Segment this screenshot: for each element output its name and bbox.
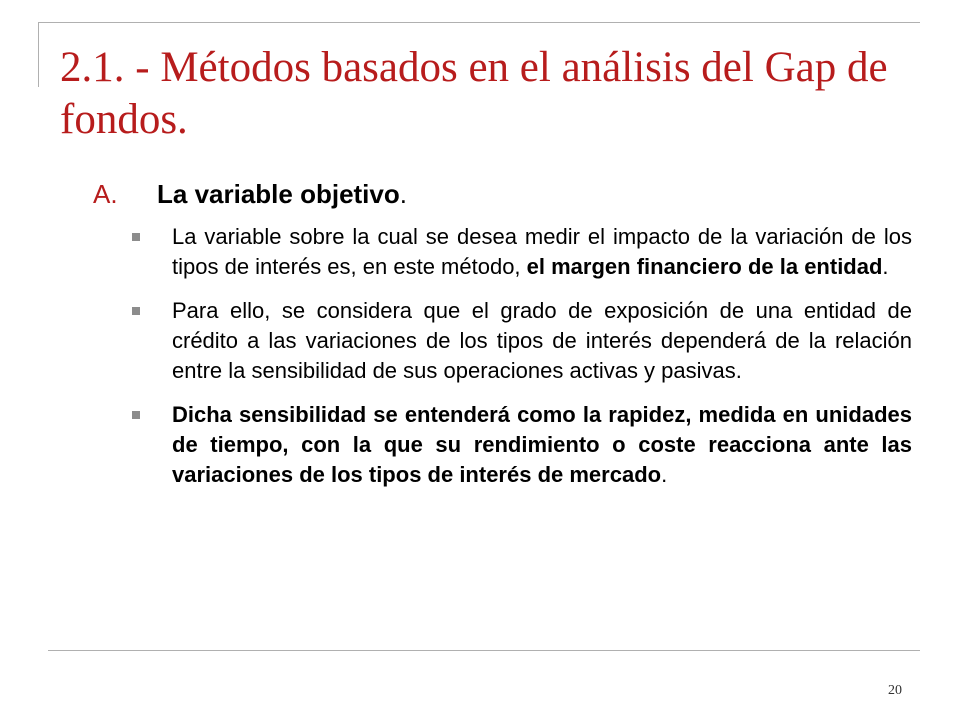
bullet-list	[172, 222, 912, 504]
left-rule	[38, 22, 39, 87]
bottom-rule	[48, 650, 920, 651]
bullet-trailing: .	[882, 254, 889, 279]
bullet-item	[172, 222, 912, 282]
bullet-item	[172, 296, 912, 386]
square-bullet-icon	[132, 233, 140, 241]
subheading-trailing: .	[399, 179, 407, 209]
bullet-bold-text: el margen financiero de la entidad	[526, 254, 883, 279]
bullet-item	[172, 400, 912, 490]
subheading	[93, 178, 407, 210]
bullet-text: La variable sobre la cual se desea medir el impacto de la variación de los tipos de interés es, en este método,	[172, 224, 912, 279]
bullet-text: Para ello, se considera que el grado de exposición de una entidad de crédito a las variaciones de los tipos de interés dependerá de la relación entre la sensibilidad de sus operaciones activas y pasivas.	[172, 298, 912, 383]
square-bullet-icon	[132, 307, 140, 315]
bullet-bold-text: Dicha sensibilidad se entenderá como la rapidez, medida en unidades de tiempo, con la que su rendimiento o coste reacciona ante las variaciones de los tipos de interés de mercado	[172, 402, 912, 487]
slide-title: 2.1. - Métodos basados en el análisis del Gap de fondos.	[60, 44, 888, 143]
page-number: 20	[888, 683, 902, 698]
square-bullet-icon	[132, 411, 140, 419]
bullet-trailing: .	[661, 462, 668, 487]
top-rule	[38, 22, 920, 23]
subheading-letter: A.	[93, 179, 118, 209]
subheading-text: La variable objetivo	[157, 179, 400, 209]
